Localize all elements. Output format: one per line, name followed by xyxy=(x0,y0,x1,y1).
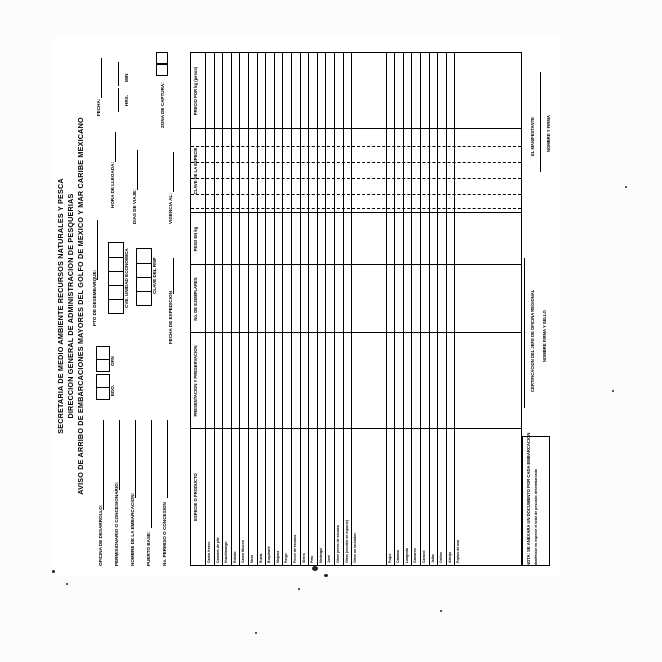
zona-box-2[interactable] xyxy=(156,52,168,64)
species-label: Ostion xyxy=(439,552,444,563)
field-pto-line[interactable] xyxy=(97,220,98,280)
species-label: Otros peces de escama xyxy=(336,525,340,563)
table-row xyxy=(446,53,447,565)
footer-nombre-firma-sello: NOMBRE FIRMA Y SELLO xyxy=(542,310,547,362)
ue-box-2[interactable] xyxy=(108,284,124,300)
table-row xyxy=(239,53,240,565)
col-header-clave: CLAVE DE LA ESPECIE xyxy=(193,147,198,195)
scan-speck xyxy=(324,574,328,577)
species-label: Calamar xyxy=(396,549,401,563)
field-embarcacion-line[interactable] xyxy=(135,420,136,498)
table-row xyxy=(386,53,387,565)
label-oficina: OFICINA DE DESARROLLO: xyxy=(98,504,103,566)
edo-box-1[interactable] xyxy=(96,386,110,400)
table-row xyxy=(411,53,412,565)
footer-note-1: NOTA: SE ANEXARA UN DOCUMENTO POR CADA EMBARCACION xyxy=(526,432,531,566)
col-header-peso: PESO EN kg xyxy=(193,226,198,252)
field-dias-line[interactable] xyxy=(137,150,138,190)
species-label: Jaiba xyxy=(430,554,435,563)
table-row xyxy=(214,53,215,565)
ue-box-4[interactable] xyxy=(108,256,124,272)
table-row xyxy=(420,53,421,565)
species-label: Cazón fresco xyxy=(207,541,211,563)
scan-speck xyxy=(66,583,68,585)
field-vigencia-line[interactable] xyxy=(173,152,174,192)
table-row xyxy=(429,53,430,565)
species-label: Huachinango xyxy=(224,541,229,563)
header-line-2: DIRECCION GENERAL DE ADMINISTRACION DE PESQUERIAS xyxy=(66,193,75,419)
scan-speck xyxy=(612,390,614,392)
zona-box-1[interactable] xyxy=(156,64,168,76)
col-subdivider xyxy=(191,208,521,209)
table-row xyxy=(265,53,266,565)
species-label: Robalo xyxy=(232,551,237,563)
header-line-3: AVISO DE ARRIBO DE EMBARCACIONES MAYORES DEL GOLFO DE MEXICO Y MAR CARIBE MEXICANO xyxy=(76,117,85,495)
table-row xyxy=(274,53,275,565)
species-label: Boquinete xyxy=(267,546,272,563)
rnp-box-2[interactable] xyxy=(136,276,152,292)
label-edo: EDO. xyxy=(110,384,115,396)
table-row xyxy=(308,53,309,565)
scan-speck xyxy=(440,610,442,612)
species-label: Pepino de mar xyxy=(456,539,461,563)
field-oficina-line[interactable] xyxy=(103,420,104,510)
edo-box-2[interactable] xyxy=(96,374,110,388)
scan-speck xyxy=(52,570,55,573)
ue-box-1[interactable] xyxy=(108,298,124,314)
col-divider xyxy=(191,264,521,265)
footer-note-2: Manifestar en especie el total de pescado desembarcado xyxy=(534,468,538,566)
table-row xyxy=(403,53,404,565)
col-header-especie: ESPECIE O PRODUCTO xyxy=(193,473,198,521)
footer-note-box xyxy=(522,436,550,566)
arrival-notice-form xyxy=(52,36,560,576)
species-label: Langosta xyxy=(404,547,409,563)
field-permisionario-line[interactable] xyxy=(119,420,120,490)
species-label: Cazon tiburon xyxy=(241,540,246,563)
col-divider xyxy=(191,428,521,429)
col-divider xyxy=(191,332,521,333)
label-ofn: OFN xyxy=(110,356,115,366)
label-min: MIN xyxy=(124,73,129,82)
species-label: Pargo xyxy=(284,553,289,563)
scan-speck xyxy=(298,588,300,590)
label-clave-rnp: CLAVE DEL RNP xyxy=(152,257,157,294)
table-row xyxy=(317,53,318,565)
label-hrs: HRS. xyxy=(124,95,129,106)
label-vigencia: VIGENCIA AL: xyxy=(168,193,173,224)
col-subdivider xyxy=(191,146,521,147)
species-label: Caracol xyxy=(422,550,426,563)
scan-speck xyxy=(625,186,627,188)
label-fecha: FECHA: xyxy=(96,98,101,116)
label-hora-llegada: HORA DE LLEGADA: xyxy=(110,161,115,208)
col-subdivider xyxy=(191,178,521,179)
rnp-box-4[interactable] xyxy=(136,248,152,264)
species-label: Cazones de pile xyxy=(215,537,220,563)
field-puerto-line[interactable] xyxy=(151,420,152,528)
table-row xyxy=(351,53,352,565)
species-label: Jurel xyxy=(327,554,332,563)
species-label: Otros (escribir en espacio) xyxy=(344,520,349,563)
manifestante-signature-line[interactable] xyxy=(540,72,541,172)
table-row xyxy=(454,53,455,565)
table-row xyxy=(291,53,292,565)
label-dias-viaje: DIAS DE VIAJE: xyxy=(132,189,137,224)
species-label: Mero xyxy=(250,554,254,563)
label-permiso: No. PERMISO O CONCESION xyxy=(162,502,167,566)
footer-manifestante: EL MANIFESTANTE xyxy=(530,117,535,156)
field-hora-line[interactable] xyxy=(115,132,116,162)
label-puerto-base: PUERTO BASE: xyxy=(146,531,151,566)
scan-speck xyxy=(312,566,318,571)
footer-nombre-firma: NOMBRE Y FIRMA xyxy=(546,115,551,152)
species-label: Peces de escama xyxy=(293,534,297,563)
col-subdivider xyxy=(191,194,521,195)
ue-box-3[interactable] xyxy=(108,270,124,286)
rnp-box-1[interactable] xyxy=(136,290,152,306)
table-row xyxy=(282,53,283,565)
species-label: Sierra xyxy=(301,553,306,563)
species-label: Rubia xyxy=(258,553,263,563)
species-label: Mojarra xyxy=(275,550,280,563)
label-permisionario: PERMISIONARIO O CONCESIONARIO: xyxy=(114,481,119,566)
table-row xyxy=(205,53,206,565)
col-divider xyxy=(191,128,521,129)
certificacion-signature-line[interactable] xyxy=(524,258,525,408)
header-line-1: SECRETARIA DE MEDIO AMBIENTE RECURSOS NATURALES Y PESCA xyxy=(56,178,65,434)
ofn-box-2[interactable] xyxy=(96,346,110,360)
table-row xyxy=(300,53,301,565)
table-row xyxy=(334,53,335,565)
label-zona-captura: ZONA DE CAPTURA: xyxy=(160,82,165,128)
field-hrs-line[interactable] xyxy=(118,88,119,112)
rnp-box-3[interactable] xyxy=(136,262,152,278)
species-label: Peto xyxy=(310,555,315,563)
label-nombre-embarcacion: NOMBRE DE LA EMBARCACION: xyxy=(130,492,135,566)
footer-certificacion: CERTIFICACION DEL JEFE DE OFICINA REGIONAL xyxy=(530,289,535,392)
field-permiso-line[interactable] xyxy=(167,420,168,498)
col-subdivider xyxy=(191,162,521,163)
col-divider xyxy=(191,212,521,213)
col-header-presentacion: PRESENTACION Y PRESERVACION xyxy=(193,345,198,417)
species-label: Otros no incluidos xyxy=(353,533,358,563)
label-pto-desembarque: PTO DE DESEMBARQUE: xyxy=(92,269,97,326)
table-row xyxy=(394,53,395,565)
label-fecha-expedicion: FECHA DE EXPEDICION xyxy=(168,291,173,344)
species-label: Camaron xyxy=(413,548,418,563)
field-fecha-exp-line[interactable] xyxy=(173,258,174,294)
catch-table xyxy=(190,52,522,566)
table-row xyxy=(248,53,249,565)
species-label: Pulpo xyxy=(387,553,392,563)
species-label: Medregal xyxy=(318,548,323,563)
ofn-box-1[interactable] xyxy=(96,358,110,372)
field-min-line[interactable] xyxy=(118,62,119,86)
table-row xyxy=(257,53,258,565)
field-fecha-line[interactable] xyxy=(101,58,102,98)
table-row xyxy=(231,53,232,565)
ue-box-5[interactable] xyxy=(108,242,124,258)
col-header-precio: PRECIO POR kg (pesos) xyxy=(193,66,198,116)
species-label: Almeja xyxy=(447,551,452,563)
col-header-ejemplares: No. DE EJEMPLARES xyxy=(193,277,198,321)
table-row xyxy=(222,53,223,565)
label-unidad-economica: CVE. UNIDAD ECONOMICA xyxy=(124,248,129,308)
table-row xyxy=(343,53,344,565)
table-row xyxy=(437,53,438,565)
scan-speck xyxy=(255,632,257,634)
table-row xyxy=(325,53,326,565)
